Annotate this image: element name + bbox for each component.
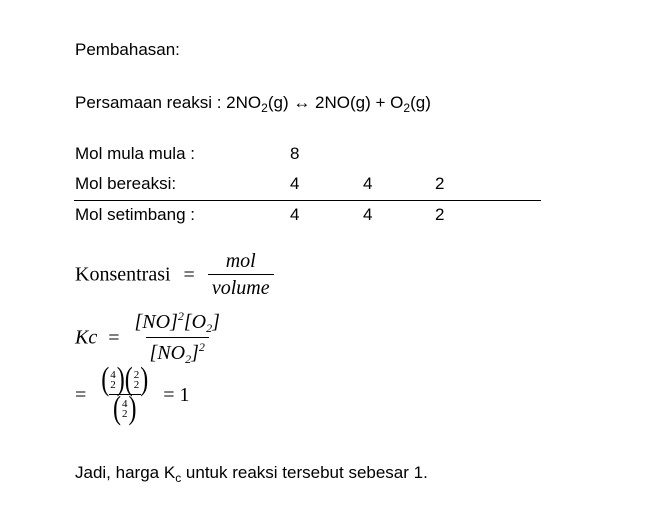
binom-denominator — [109, 391, 141, 427]
reaction-arrow: ↔ — [293, 93, 311, 112]
kc-num-no: [NO] — [134, 311, 178, 333]
kc-numerator — [131, 309, 224, 337]
kc-den-sub: 2 — [185, 352, 192, 366]
conclusion-suffix: untuk reaksi tersebut sebesar 1. — [181, 463, 428, 482]
binom3-top: 4 — [122, 398, 128, 410]
reaction-mid2: 2NO(g) + O — [310, 93, 404, 112]
row-setimbang-v2: 4 — [363, 205, 373, 224]
reaction-prefix: Persamaan reaksi : 2NO — [75, 93, 262, 112]
kc-den-no2: [NO — [149, 342, 186, 364]
binom2-bot: 2 — [133, 379, 140, 391]
result-value: = 1 — [163, 383, 190, 406]
reaction-sub1: 2 — [261, 101, 268, 115]
kc-fraction — [131, 309, 224, 367]
kc-eq: = — [108, 326, 120, 349]
konsentrasi-eq: = — [183, 263, 195, 286]
result-eq: = — [75, 383, 87, 406]
row-setimbang-v1: 4 — [290, 205, 300, 224]
row-mula-v1: 8 — [290, 144, 300, 163]
kc-num-o2-sub: 2 — [206, 321, 213, 335]
binom3-bot: 2 — [122, 408, 128, 420]
kc-num-o2: [O — [183, 311, 207, 333]
row-label-setimbang: Mol setimbang : — [75, 205, 195, 224]
binom-3: ( 4 2 ) — [113, 391, 137, 427]
konsentrasi-formula — [75, 250, 274, 300]
binom-2: ( 2 2 ) — [124, 362, 149, 398]
reaction-end: (g) — [410, 93, 431, 112]
kc-result — [75, 362, 190, 427]
row-bereaksi-v3: 2 — [435, 174, 445, 193]
reaction-sub2: 2 — [403, 101, 411, 115]
kc-num-o2-close: ] — [212, 311, 220, 333]
reaction-mid1: (g) — [267, 93, 294, 112]
row-bereaksi-v1: 4 — [290, 174, 300, 193]
kc-label: Kc — [75, 326, 98, 349]
reaction-equation — [75, 93, 431, 118]
row-setimbang-v3: 2 — [435, 205, 445, 224]
heading: Pembahasan: — [75, 40, 180, 59]
kc-num-no-sup: 2 — [177, 309, 184, 323]
kc-den-sup: 2 — [198, 340, 205, 354]
konsentrasi-numerator: mol — [225, 250, 256, 272]
binom2-top: 2 — [133, 369, 140, 381]
binom1-bot: 2 — [110, 379, 116, 391]
row-label-bereaksi: Mol bereaksi: — [75, 174, 177, 193]
binom-1: ( 4 2 ) — [101, 362, 125, 398]
row-label-mula: Mol mula mula : — [75, 144, 195, 163]
binom-fraction — [97, 362, 152, 427]
binom-numerator — [97, 362, 152, 398]
konsentrasi-label: Konsentrasi — [75, 263, 171, 286]
kc-den-close: ] — [191, 342, 199, 364]
conclusion — [75, 463, 428, 488]
konsentrasi-fraction — [208, 250, 274, 300]
conclusion-prefix: Jadi, harga K — [75, 463, 176, 482]
kc-denominator — [146, 337, 209, 367]
row-bereaksi-v2: 4 — [363, 174, 373, 193]
kc-formula — [75, 309, 224, 367]
conclusion-sub: c — [175, 471, 182, 485]
binom1-top: 4 — [110, 369, 116, 381]
konsentrasi-denominator: volume — [208, 274, 274, 300]
table-divider — [74, 200, 541, 201]
